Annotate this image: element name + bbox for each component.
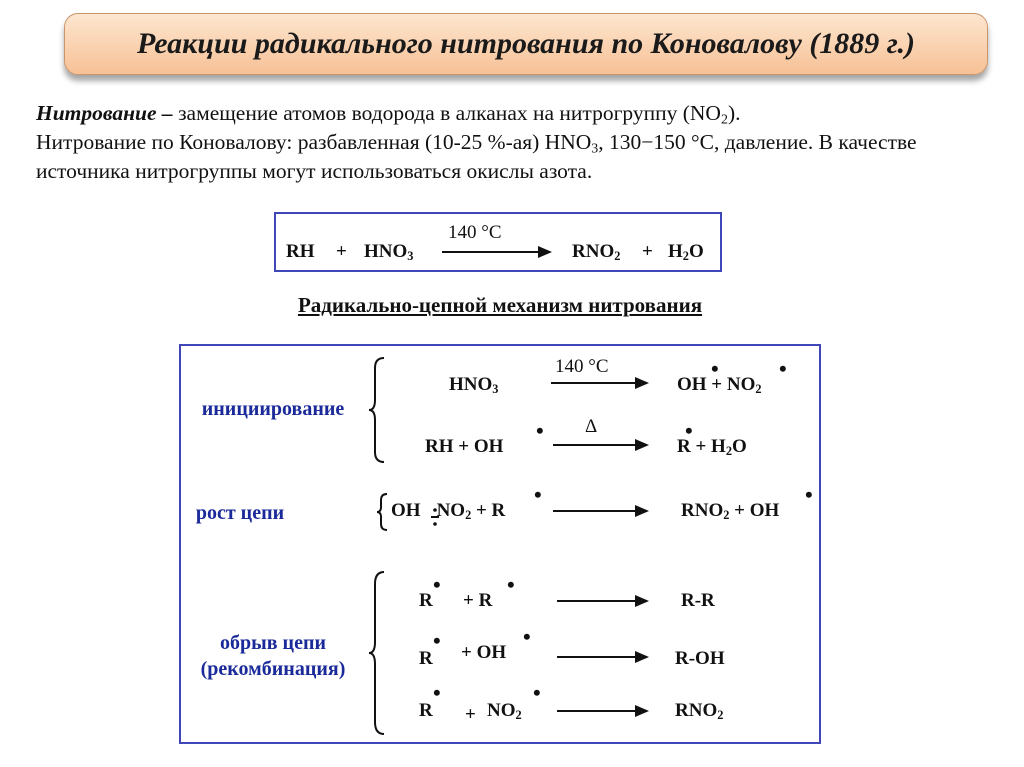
formula: HNO [449, 374, 493, 395]
mechanism-box [179, 344, 821, 744]
formula: OH [391, 500, 421, 521]
subscript: 2 [717, 708, 724, 723]
termination-3-product [675, 700, 723, 722]
termination-1-product: R-R [681, 590, 715, 611]
stage-initiation: инициирование [201, 398, 345, 420]
radical-dot: • [533, 680, 541, 705]
reaction-arrow [557, 710, 647, 712]
termination-3-plus: + [465, 704, 476, 725]
radical-dot: • [536, 418, 544, 443]
radical-dot: • [534, 482, 542, 507]
termination-2-product: R-OH [675, 648, 725, 669]
stage-propagation: рост цепи [195, 502, 285, 524]
product-rno2 [572, 241, 620, 263]
intro-definition-end: ). [727, 101, 741, 125]
formula: NO [436, 500, 466, 521]
termination-3-no2 [487, 700, 522, 722]
reaction-arrow [442, 251, 550, 253]
reaction-arrow [551, 382, 647, 384]
reaction-condition: 140 °C [448, 222, 502, 243]
plus-sign: + [336, 241, 347, 262]
radical-dot: • [433, 628, 441, 653]
title-banner [64, 13, 988, 75]
left-brace-icon [367, 570, 387, 736]
intro-term: Нитрование – [36, 101, 173, 125]
formula: HNO [364, 241, 408, 262]
mechanism-title: Радикально-цепной механизм нитрования [297, 293, 703, 317]
formula: OH + NO [677, 374, 756, 395]
initiation-1-reactant [449, 374, 498, 396]
termination-2-plus: + OH [461, 642, 507, 663]
termination-1-r: R [419, 590, 433, 611]
bond-cleavage-icon [429, 506, 441, 528]
subscript: 2 [755, 382, 762, 397]
plus-sign: + [642, 241, 653, 262]
radical-dot: • [779, 356, 787, 381]
initiation-2-condition: Δ [585, 416, 598, 437]
termination-2-r: R [419, 648, 433, 669]
intro-conditions: Нитрование по Коновалову: разбавленная (10-25 %-ая) HNO [36, 130, 592, 154]
radical-dot: • [433, 680, 441, 705]
subscript: 3 [591, 141, 599, 157]
reaction-arrow [553, 510, 647, 512]
subscript: 2 [465, 508, 472, 523]
subscript: 2 [723, 508, 730, 523]
stage-termination-note: (рекомбинация) [200, 658, 346, 680]
reaction-arrow [557, 656, 647, 658]
subscript: 2 [515, 708, 522, 723]
subscript: 3 [407, 249, 414, 264]
slide-title: Реакции радикального нитрования по Коновалову (1889 г.) [137, 27, 915, 60]
formula: R + H [677, 436, 726, 457]
formula: + OH [729, 500, 780, 521]
initiation-2-reactants: RH + OH [425, 436, 504, 457]
intro-paragraph [36, 99, 996, 186]
formula: O [688, 241, 704, 262]
reaction-arrow [557, 600, 647, 602]
formula: RNO [681, 500, 724, 521]
subscript: 3 [492, 382, 499, 397]
left-brace-icon [367, 356, 387, 464]
radical-dot: • [711, 356, 719, 381]
radical-dot: • [507, 572, 515, 597]
radical-dot: • [523, 624, 531, 649]
stage-termination-label: обрыв цепи [220, 632, 326, 654]
subscript: 2 [682, 249, 689, 264]
reactant-rh: RH [286, 241, 315, 262]
reactant-hno3 [364, 241, 413, 263]
intro-definition: замещение атомов водорода в алканах на нитрогруппу (NO [172, 101, 721, 125]
intro-conditions-end: , 130−150 °С, давление. В качестве источника нитрогруппы могут использоваться окислы азота. [36, 130, 917, 183]
initiation-1-condition: 140 °C [555, 356, 609, 377]
subscript: 2 [725, 444, 732, 459]
main-equation-box [274, 212, 722, 272]
formula: RNO [675, 700, 718, 721]
formula: NO [487, 700, 516, 721]
subscript: 2 [614, 249, 621, 264]
termination-3-r: R [419, 700, 433, 721]
reaction-arrow [553, 444, 647, 446]
product-water [668, 241, 704, 263]
left-brace-icon [375, 492, 389, 532]
radical-dot: • [433, 572, 441, 597]
formula: + R [471, 500, 506, 521]
radical-dot: • [685, 418, 693, 443]
subscript: 2 [720, 112, 728, 128]
formula: RNO [572, 241, 615, 262]
initiation-1-products [677, 374, 762, 396]
radical-dot: • [805, 482, 813, 507]
propagation-products [681, 500, 779, 522]
stage-termination [181, 630, 365, 682]
termination-1-plus: + R [463, 590, 493, 611]
formula: O [732, 436, 747, 457]
formula: H [668, 241, 683, 262]
propagation-reactants [391, 500, 505, 522]
